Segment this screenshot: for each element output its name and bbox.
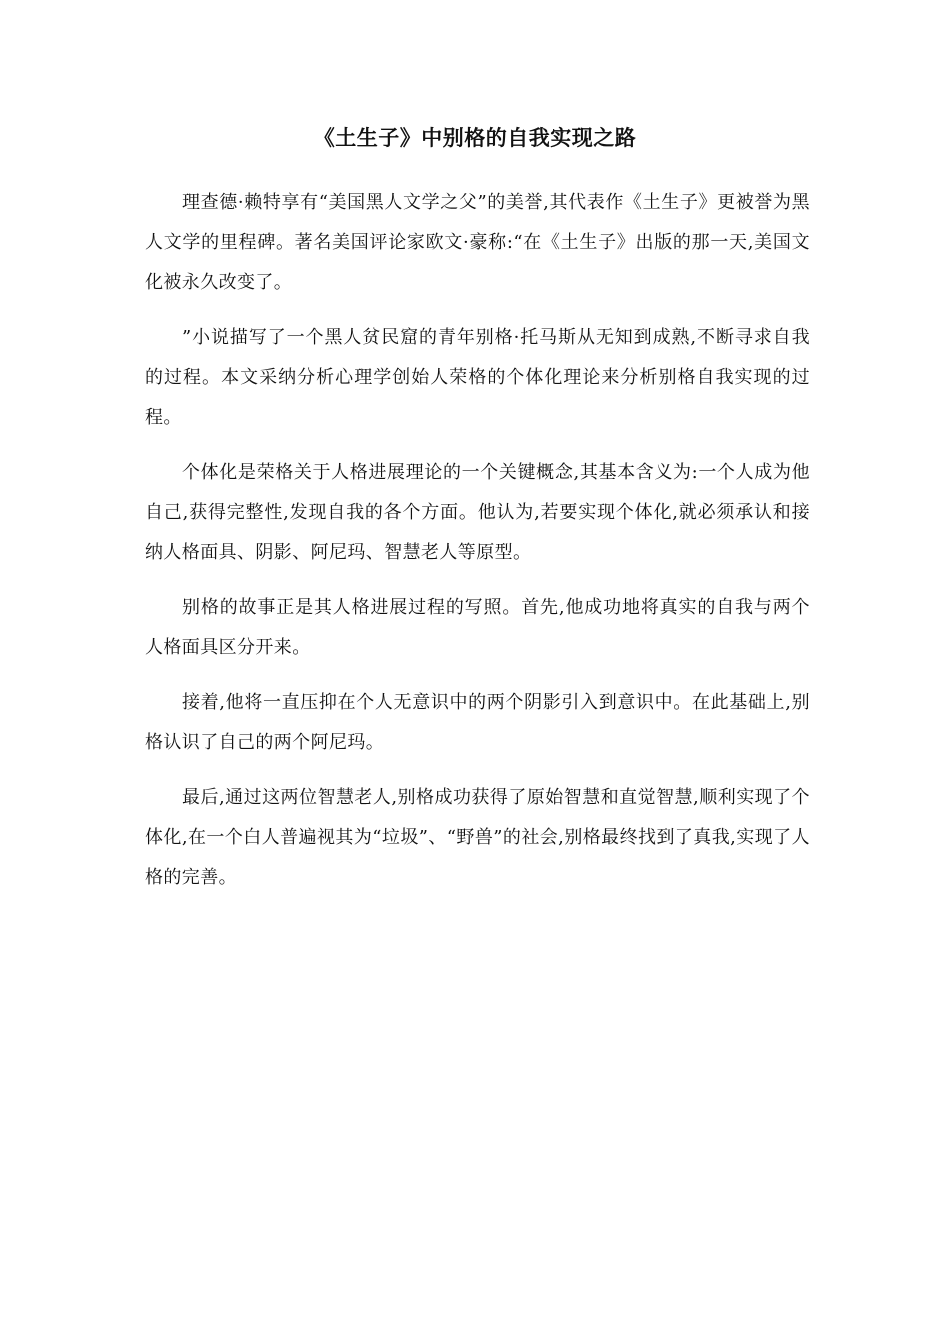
paragraph: 个体化是荣格关于人格进展理论的一个关键概念,其基本含义为:一个人成为他自己,获得完整性,发现自我的各个方面。他认为,若要实现个体化,就必须承认和接纳人格面具、阴影、阿尼玛、智慧老人等原型。 bbox=[145, 462, 810, 563]
paragraph: 接着,他将一直压抑在个人无意识中的两个阴影引入到意识中。在此基础上,别格认识了自己的两个阿尼玛。 bbox=[145, 692, 810, 753]
paragraph: 理查德·赖特享有“美国黑人文学之父”的美誉,其代表作《土生子》更被誉为黑人文学的里程碑。著名美国评论家欧文·豪称:“在《土生子》出版的那一天,美国文化被永久改变了。 bbox=[145, 192, 810, 293]
paragraph: ”小说描写了一个黑人贫民窟的青年别格·托马斯从无知到成熟,不断寻求自我的过程。本文采纳分析心理学创始人荣格的个体化理论来分析别格自我实现的过程。 bbox=[145, 327, 810, 428]
paragraph: 最后,通过这两位智慧老人,别格成功获得了原始智慧和直觉智慧,顺利实现了个体化,在一个白人普遍视其为“垃圾”、“野兽”的社会,别格最终找到了真我,实现了人格的完善。 bbox=[145, 787, 810, 888]
paragraph: 别格的故事正是其人格进展过程的写照。首先,他成功地将真实的自我与两个人格面具区分开来。 bbox=[145, 597, 810, 658]
document-title: 《土生子》中别格的自我实现之路 bbox=[313, 125, 637, 150]
document-body bbox=[145, 183, 810, 913]
